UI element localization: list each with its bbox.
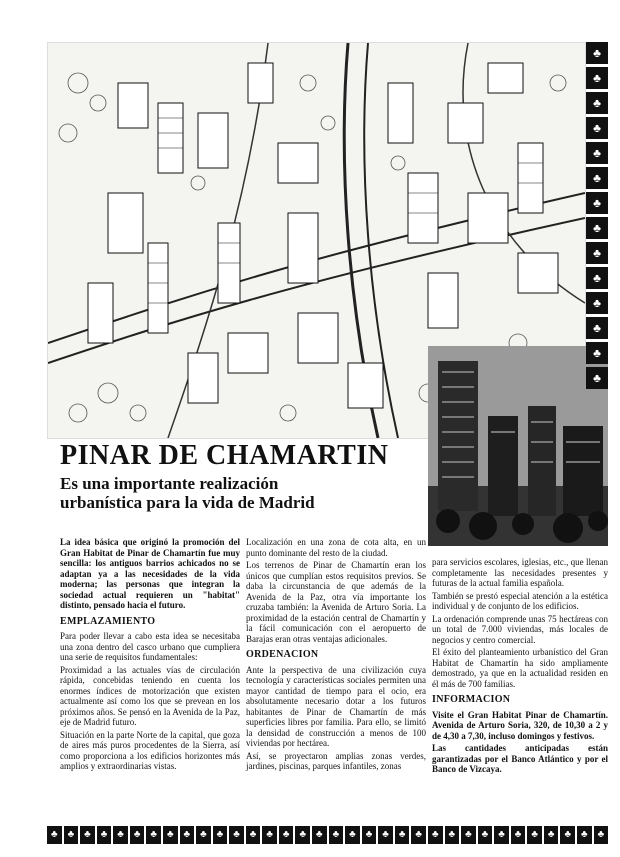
column-3 — [432, 557, 608, 777]
tree-logo-icon: ♣ — [295, 826, 310, 844]
tree-logo-icon: ♣ — [494, 826, 509, 844]
paragraph: La ordenación comprende unas 75 hectáreas con un total de 7.000 viviendas, más locales de negocios y centro comercial. — [432, 613, 608, 645]
tree-logo-icon: ♣ — [146, 826, 161, 844]
column-2 — [246, 537, 426, 774]
tree-logo-icon: ♣ — [180, 826, 195, 844]
tree-logo-icon: ♣ — [586, 342, 608, 364]
section-heading-ordenacion: ORDENACION — [246, 649, 319, 660]
tree-logo-icon: ♣ — [312, 826, 327, 844]
tree-logo-icon: ♣ — [586, 142, 608, 164]
tree-logo-icon: ♣ — [577, 826, 592, 844]
tree-logo-icon: ♣ — [97, 826, 112, 844]
tree-logo-icon: ♣ — [586, 267, 608, 289]
paragraph: Situación en la parte Norte de la capital, que goza de aires más puros procedentes de la Sierra, así como proporciona a los edificios horizontes más amplios y extraordinarias vistas. — [60, 729, 240, 771]
intro-paragraph: La idea básica que originó la promoción del Gran Habitat de Pinar de Chamartín fue muy sencilla: los antiguos barrios achicados no se adaptan ya a las necesidades de la vida moderna; las personas que integran la sociedad actual requieren un "habitat" distinto, pensado hacia el futuro. — [60, 537, 240, 610]
section-heading-informacion: INFORMACION — [432, 694, 511, 705]
tree-logo-icon: ♣ — [478, 826, 493, 844]
tree-logo-icon: ♣ — [80, 826, 95, 844]
tree-logo-icon: ♣ — [411, 826, 426, 844]
tree-logo-icon: ♣ — [586, 292, 608, 314]
tree-logo-icon: ♣ — [262, 826, 277, 844]
tree-logo-icon: ♣ — [544, 826, 559, 844]
paragraph: Localización en una zona de cota alta, en un punto dominante del resto de la ciudad. — [246, 537, 426, 558]
tree-logo-icon: ♣ — [246, 826, 261, 844]
tree-logo-icon: ♣ — [395, 826, 410, 844]
tree-logo-icon: ♣ — [586, 317, 608, 339]
tree-logo-icon: ♣ — [586, 242, 608, 264]
paragraph: Ante la perspectiva de una civilización cuya tecnología y características sociales permiten una mayor cantidad de tiempo para el ocio, era absolutamente necesario dotar a los futuros habitantes de Pinar de Chamartín de más superficies libres por familia. Para ello, se limitó la densidad de construcción a menos de 100 viviendas por hectárea. — [246, 664, 426, 748]
tree-logo-icon: ♣ — [527, 826, 542, 844]
tree-logo-icon: ♣ — [586, 92, 608, 114]
paragraph: El éxito del planteamiento urbanístico del Gran Habitat de Chamartín ha sido ampliamente demostrado, ya que en la actualidad residen en él más de 700 familias. — [432, 647, 608, 689]
buildings-photo — [428, 346, 608, 546]
guarantee-info: Las cantidades anticipadas están garantizadas por el Banco Atlántico y por el Banco de Vizcaya. — [432, 743, 608, 774]
tree-logo-icon: ♣ — [586, 367, 608, 389]
tree-logo-icon: ♣ — [163, 826, 178, 844]
tree-logo-icon: ♣ — [445, 826, 460, 844]
tree-logo-icon: ♣ — [279, 826, 294, 844]
tree-logo-icon: ♣ — [511, 826, 526, 844]
tree-logo-icon: ♣ — [586, 67, 608, 89]
tree-logo-icon: ♣ — [113, 826, 128, 844]
tree-logo-icon: ♣ — [428, 826, 443, 844]
paragraph: Proximidad a las actuales vías de circulación rápida, concebidas teniendo en cuenta los enormes índices de motorización que existen actualmente así como los que se prevean en los próximos años. Se pensó en la Avenida de la Paz, eje de Madrid futuro. — [60, 664, 240, 727]
visit-info: Visite el Gran Habitat Pinar de Chamartín. Avenida de Arturo Soria, 320, de 10,30 a 2 y de 4,30 a 7,30, incluso domingos y festivos. — [432, 709, 608, 741]
tree-logo-icon: ♣ — [586, 42, 608, 64]
paragraph: Así, se proyectaron amplias zonas verdes, jardines, piscinas, parques infantiles, zonas — [246, 750, 426, 771]
column-1 — [60, 537, 240, 774]
tree-logo-icon: ♣ — [586, 217, 608, 239]
tree-logo-icon: ♣ — [586, 192, 608, 214]
paragraph: Para poder llevar a cabo esta idea se necesitaba una zona dentro del casco urbano que cumpliera una serie de requisitos fundamentales: — [60, 631, 240, 662]
tree-logo-icon: ♣ — [594, 826, 609, 844]
subheadline — [60, 474, 420, 512]
headline: PINAR DE CHAMARTIN — [60, 440, 389, 471]
tree-logo-icon: ♣ — [378, 826, 393, 844]
tree-logo-icon: ♣ — [64, 826, 79, 844]
tree-logo-icon: ♣ — [362, 826, 377, 844]
tree-logo-icon: ♣ — [345, 826, 360, 844]
tree-logo-icon: ♣ — [130, 826, 145, 844]
tree-logo-icon: ♣ — [213, 826, 228, 844]
paragraph: para servicios escolares, iglesias, etc., que llenan completamente las necesidades presentes y futuras de la actual familia española. — [432, 557, 608, 588]
subheadline-line1: Es una importante realización — [60, 474, 279, 493]
tree-logo-icon: ♣ — [586, 117, 608, 139]
section-heading-emplazamiento: EMPLAZAMIENTO — [60, 615, 156, 627]
subheadline-line2: urbanística para la vida de Madrid — [60, 493, 315, 512]
tree-logo-icon: ♣ — [586, 167, 608, 189]
tree-logo-icon: ♣ — [329, 826, 344, 844]
tree-logo-icon: ♣ — [560, 826, 575, 844]
logo-column — [586, 42, 608, 389]
tree-logo-icon: ♣ — [47, 826, 62, 844]
tree-logo-icon: ♣ — [229, 826, 244, 844]
tree-logo-icon: ♣ — [461, 826, 476, 844]
logo-strip — [47, 826, 608, 844]
tree-logo-icon: ♣ — [196, 826, 211, 844]
paragraph: También se prestó especial atención a la estética individual y de conjunto de los edificios. — [432, 590, 608, 611]
paragraph: Los terrenos de Pinar de Chamartín eran los únicos que cumplían estos requisitos previos. Se daba la circunstancia de que además de la Avenida de la Paz, otra vía importante los cruzaba también: la Avenida de Arturo Soria. La proximidad de la estación central de Chamartín y la fácil comunicación con el aeropuerto de Barajas eran otras ventajas adicionales. — [246, 560, 426, 644]
